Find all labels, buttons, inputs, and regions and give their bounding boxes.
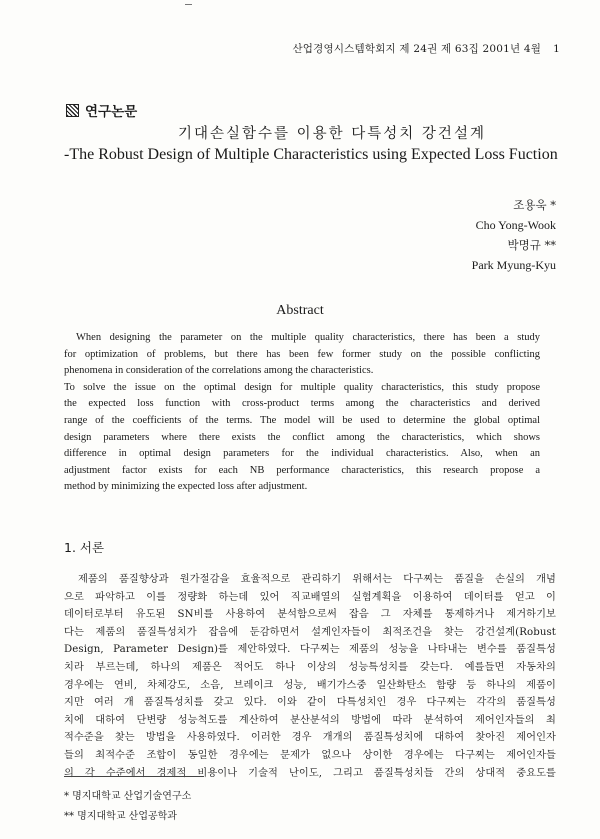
author2-korean: 박명규 ** (507, 238, 556, 252)
footnote-1: * 명지대학교 산업기술연구소 (64, 791, 192, 802)
author1-korean: 조용욱 * (513, 198, 556, 212)
abstract-line: When designing the parameter on the multiple quality characteristics, there has been a study (76, 332, 540, 343)
abstract-line: phenomena in consideration of the correlations among the characteristics. (64, 365, 374, 377)
body-line: 들의 최적수준 조합이 동일한 경우에는 문제가 없으나 상이한 경우에는 다구찌는 제어인자들 (64, 749, 556, 761)
author1-english: Cho Yong-Wook (475, 218, 556, 232)
title-korean: 기대손실함수를 이용한 다특성치 강건설계 (178, 126, 486, 142)
abstract-line: adjustment factor exists for each NB performance characteristics, this research propose a (64, 464, 540, 476)
abstract-line: the expected loss function with cross-product terms among the characteristics and derived (64, 398, 540, 410)
body-line: 제품의 품질향상과 원가절감을 효율적으로 관리하기 위해서는 다구찌는 품질을 손실의 개념 (78, 574, 556, 585)
page-number: 1 (553, 43, 560, 55)
section-tag-label: 연구논문 (85, 104, 138, 120)
abstract-line: range of the coefficients of the terms. The model will be used to determine the global optimal (64, 414, 540, 426)
body-text (64, 571, 556, 782)
journal-info: 산업경영시스템학회지 제 24권 제 63집 2001년 4월 (292, 43, 542, 55)
abstract-heading: Abstract (276, 303, 324, 318)
footnote-2: ** 명지대학교 산업공학과 (64, 811, 177, 822)
abstract-body (64, 330, 540, 496)
hatched-square-icon (66, 104, 79, 117)
section-heading: 1. 서론 (64, 540, 105, 555)
body-line: 으로 파악하고 이를 정량화 하는데 있어 직교배열의 실험계획을 이용하여 데이터를 얻고 이 (64, 591, 556, 603)
title-english: -The Robust Design of Multiple Characteristics using Expected Loss Fuction (64, 146, 558, 163)
running-header (292, 41, 560, 56)
abstract-line: difference in optimal design parameters for the individual characteristics. Also, when an (64, 448, 540, 460)
body-line: 치라 부르는데, 하나의 제품은 적어도 하나 이상의 성능특성치를 갖는다. 예를들면 자동차의 (64, 661, 556, 673)
abstract-line: method by minimizing the expected loss after adjustment. (64, 481, 308, 493)
author-block (472, 195, 556, 275)
footnote-divider (64, 776, 204, 777)
abstract-line: design parameters where there exists the conflict among the characteristics, which shows (64, 431, 540, 443)
body-line: Design, Parameter Design)를 제안하였다. 다구찌는 제품의 성능을 나타내는 변수를 품질특성 (64, 644, 556, 656)
section-tag (66, 100, 137, 120)
scan-speck (185, 4, 192, 5)
abstract-line: To solve the issue on the optimal design for multiple quality characteristics, this study propose (64, 381, 540, 393)
body-line: 경우에는 연비, 차체강도, 소음, 브레이크 성능, 배기가스중 일산화탄소 함량 등 하나의 제품이 (64, 679, 556, 691)
body-line: 적수준을 찾는 방법을 사용하였다. 이러한 경우 개개의 품질특성치에 대하여 찾아진 제어인자 (64, 732, 556, 744)
body-line: 치에 대하여 단변량 성능척도를 계산하여 분산분석의 방법에 따라 분석하여 제어인자들의 최 (64, 714, 556, 726)
body-line: 다는 제품의 품질특성치가 잡음에 둔감하면서 설계인자들이 최적조건을 찾는 강건설계(Robust (64, 626, 556, 638)
abstract-line: for optimization of problems, but there has been few former study on the possible conflicting (64, 348, 540, 360)
author2-english: Park Myung-Kyu (471, 258, 556, 272)
body-line: 데이터로부터 유도된 SN비를 사용하여 분석함으로써 잡음 그 자체를 통제하거나 제거하기보 (64, 609, 556, 621)
body-line: 지만 여러 개 품질특성치를 갖고 있다. 이와 같이 다특성치인 경우 다구찌는 각각의 품질특성 (64, 697, 556, 709)
body-line: 의 각 수준에서 경제적 비용이나 기술적 난이도, 그리고 품질특성치들 간의 상대적 중요도를 (64, 767, 556, 779)
